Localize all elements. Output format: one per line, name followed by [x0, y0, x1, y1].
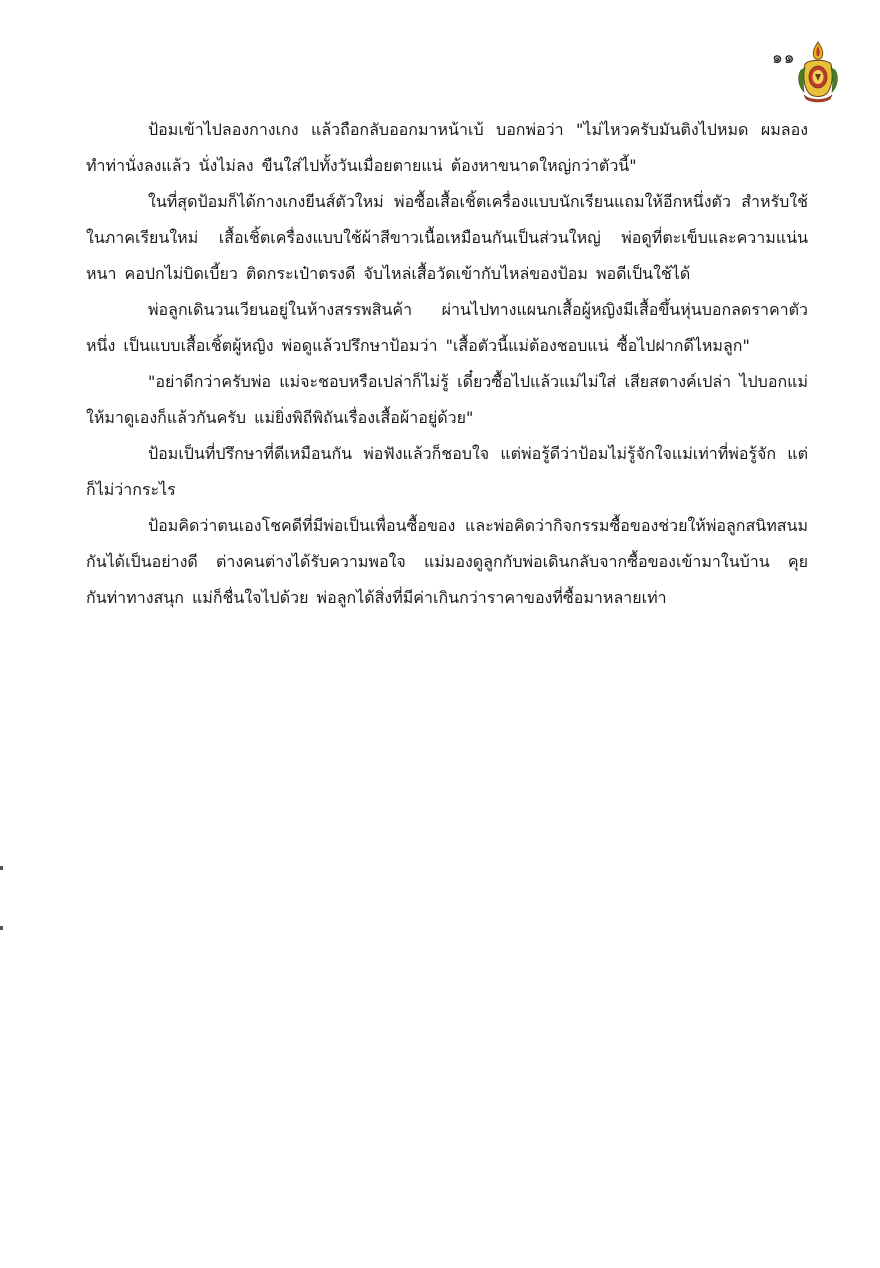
school-crest-icon	[795, 40, 841, 104]
page-number: ๑๑	[772, 48, 796, 68]
scan-margin-mark	[0, 866, 3, 870]
paragraph: พ่อลูกเดินวนเวียนอยู่ในห้างสรรพสินค้า ผ่านไปทางแผนกเสื้อผู้หญิงมีเสื้อขึ้นหุ่นบอกลดราคาตัวหนึ่ง เป็นแบบเสื้อเชิ้ตผู้หญิง พ่อดูแล้วปรึกษาป้อมว่า "เสื้อตัวนี้แม่ต้องชอบแน่ ซื้อไปฝากดีไหมลูก"	[86, 300, 808, 355]
paragraph: ป้อมเป็นที่ปรึกษาที่ดีเหมือนกัน พ่อฟังแล้วก็ชอบใจ แต่พ่อรู้ดีว่าป้อมไม่รู้จักใจแม่เท่าที่พ่อรู้จัก แต่ก็ไม่ว่ากระไร	[86, 444, 808, 499]
paragraph: ป้อมคิดว่าตนเองโชคดีที่มีพ่อเป็นเพื่อนซื้อของ และพ่อคิดว่ากิจกรรมซื้อของช่วยให้พ่อลูกสนิทสนมกันได้เป็นอย่างดี ต่างคนต่างได้รับความพอใจ แม่มองดูลูกกับพ่อเดินกลับจากซื้อของเข้ามาในบ้าน คุยกันท่าทางสนุก แม่ก็ชื่นใจไปด้วย พ่อลูกได้สิ่งที่มีค่าเกินกว่าราคาของที่ซื้อมาหลายเท่า	[86, 516, 808, 607]
document-body	[86, 112, 808, 616]
scan-margin-mark	[0, 926, 3, 930]
paragraph: ในที่สุดป้อมก็ได้กางเกงยีนส์ตัวใหม่ พ่อซื้อเสื้อเชิ้ตเครื่องแบบนักเรียนแถมให้อีกหนึ่งตัว สำหรับใช้ในภาคเรียนใหม่ เสื้อเชิ้ตเครื่องแบบใช้ผ้าสีขาวเนื้อเหมือนกันเป็นส่วนใหญ่ พ่อดูที่ตะเข็บและความแน่นหนา คอปกไม่บิดเบี้ยว ติดกระเป๋าตรงดี จับไหล่เสื้อวัดเข้ากับไหล่ของป้อม พอดีเป็นใช้ได้	[86, 192, 808, 283]
paragraph: "อย่าดีกว่าครับพ่อ แม่จะชอบหรือเปล่าก็ไม่รู้ เดี๋ยวซื้อไปแล้วแม่ไม่ใส่ เสียสตางค์เปล่า ไปบอกแม่ให้มาดูเองก็แล้วกันครับ แม่ยิ่งพิถีพิถันเรื่องเสื้อผ้าอยู่ด้วย"	[86, 372, 808, 427]
paragraph: ป้อมเข้าไปลองกางเกง แล้วถือกลับออกมาหน้าเบ้ บอกพ่อว่า "ไม่ไหวครับมันติงไปหมด ผมลองทำท่านั่งลงแล้ว นั่งไม่ลง ขืนใส่ไปทั้งวันเมื่อยตายแน่ ต้องหาขนาดใหญ่กว่าตัวนี้"	[86, 120, 808, 175]
